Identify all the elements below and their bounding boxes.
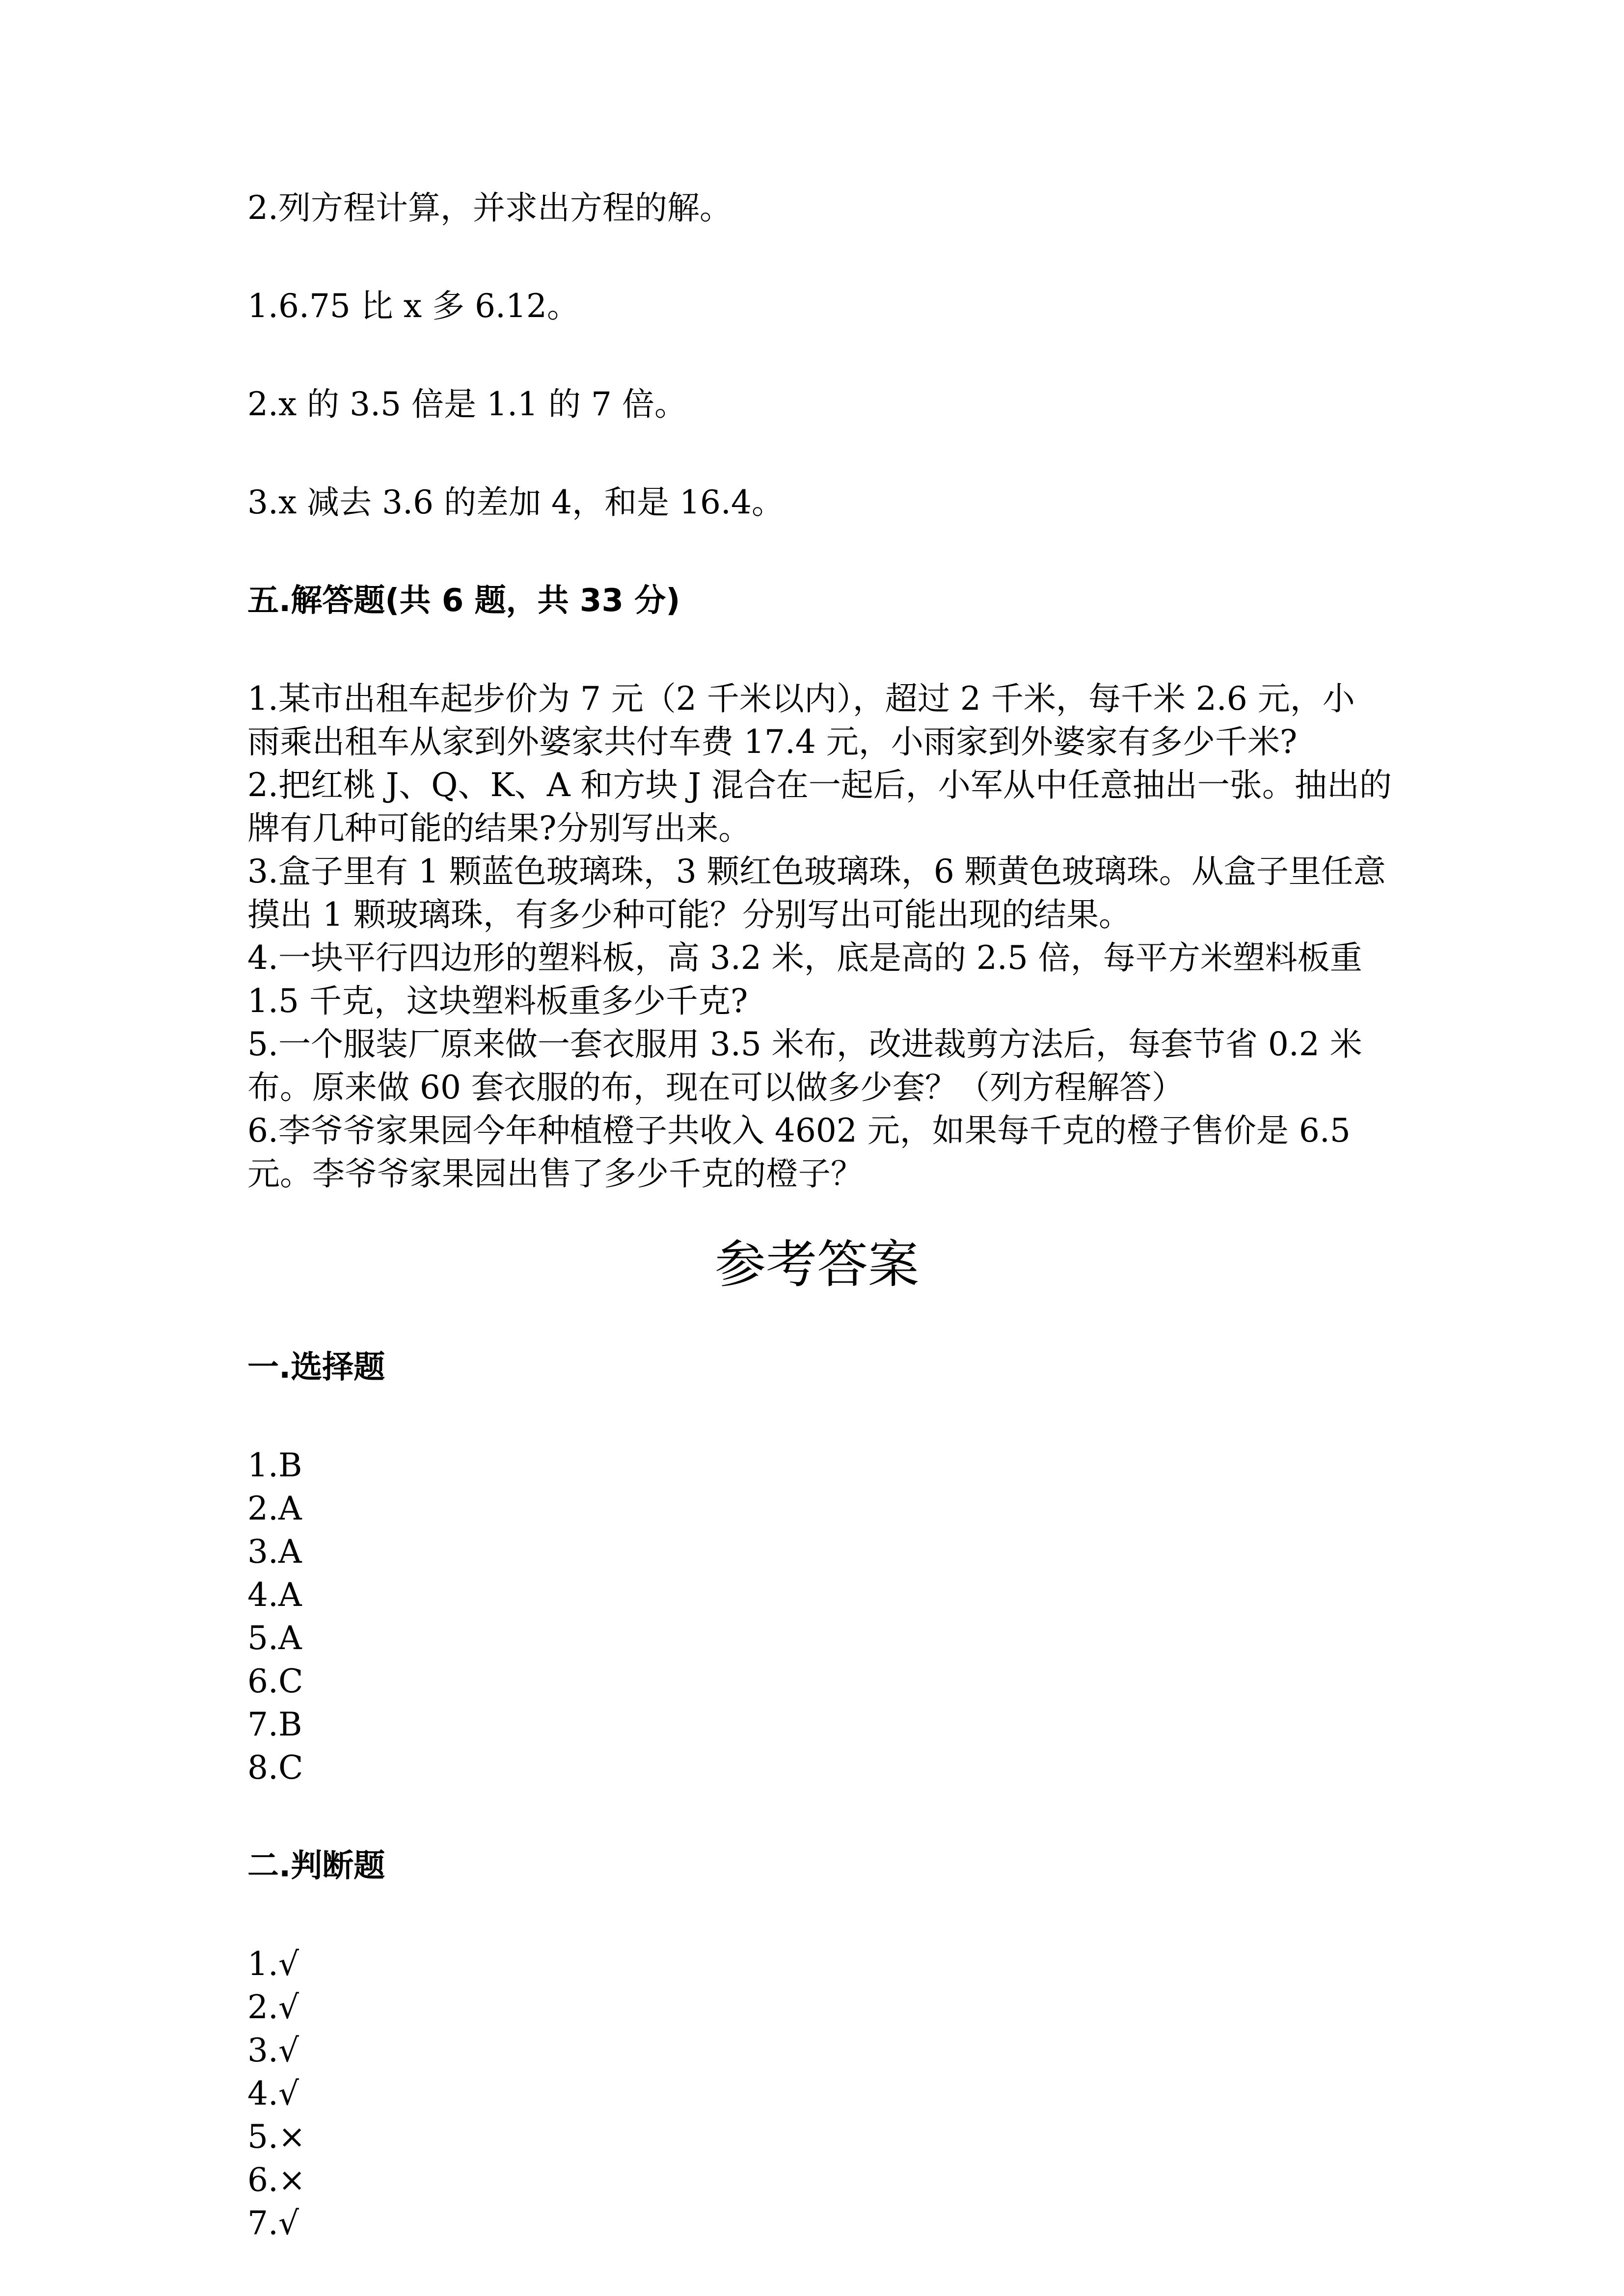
answer-questions-list xyxy=(247,677,1392,1196)
question-line: 6.李爷爷家果园今年种植橙子共收入 4602 元，如果每千克的橙子售价是 6.5 xyxy=(247,1112,1351,1149)
true-false-answers xyxy=(247,1943,1386,2245)
answer-item: 4.A xyxy=(247,1576,302,1614)
question-line: 3.盒子里有 1 颗蓝色玻璃珠，3 颗红色玻璃珠，6 颗黄色玻璃珠。从盒子里任意 xyxy=(247,853,1386,890)
question-line: 1.5 千克，这块塑料板重多少千克? xyxy=(247,982,748,1020)
equation-item-1: 1.6.75 比 x 多 6.12。 xyxy=(247,287,580,325)
question-line: 2.把红桃 J、Q、K、A 和方块 J 混合在一起后，小军从中任意抽出一张。抽出的 xyxy=(247,766,1392,804)
answer-item: 6.C xyxy=(247,1662,303,1700)
question-line: 牌有几种可能的结果?分别写出来。 xyxy=(247,809,751,847)
answer-item: 1.√ xyxy=(247,1945,299,1983)
question-line: 5.一个服装厂原来做一套衣服用 3.5 米布，改进裁剪方法后，每套节省 0.2 米 xyxy=(247,1025,1362,1063)
multiple-choice-answers xyxy=(247,1444,1386,1789)
answer-item: 6.× xyxy=(247,2161,306,2199)
equation-item-2: 2.x 的 3.5 倍是 1.1 的 7 倍。 xyxy=(247,385,687,423)
section-heading-true-false: 二.判断题 xyxy=(247,1848,385,1884)
question-line: 4.一块平行四边形的塑料板，高 3.2 米，底是高的 2.5 倍，每平方米塑料板重 xyxy=(247,939,1362,977)
question-line: 元。李爷爷家果园出售了多少千克的橙子？ xyxy=(247,1155,863,1193)
answer-item: 7.B xyxy=(247,1706,302,1743)
document-page xyxy=(247,187,1392,2245)
answer-item: 1.B xyxy=(247,1446,302,1484)
answer-item: 4.√ xyxy=(247,2075,299,2112)
answer-item: 5.A xyxy=(247,1619,302,1657)
section-heading-answer-questions: 五.解答题(共 6 题，共 33 分) xyxy=(247,583,680,619)
answer-item: 8.C xyxy=(247,1749,303,1787)
answer-item: 3.√ xyxy=(247,2031,299,2069)
question-line: 雨乘出租车从家到外婆家共付车费 17.4 元，小雨家到外婆家有多少千米? xyxy=(247,723,1298,761)
equation-question-title: 2.列方程计算，并求出方程的解。 xyxy=(247,189,732,227)
question-line: 摸出 1 颗玻璃珠，有多少种可能？分别写出可能出现的结果。 xyxy=(247,896,1131,934)
question-line: 布。原来做 60 套衣服的布，现在可以做多少套？（列方程解答） xyxy=(247,1068,1184,1106)
answer-item: 5.× xyxy=(247,2118,306,2156)
answer-item: 2.A xyxy=(247,1490,302,1527)
answer-item: 7.√ xyxy=(247,2204,299,2242)
question-line: 1.某市出租车起步价为 7 元（2 千米以内），超过 2 千米，每千米 2.6 元，小 xyxy=(247,680,1355,718)
answer-item: 3.A xyxy=(247,1533,302,1571)
section-heading-multiple-choice: 一.选择题 xyxy=(247,1349,385,1386)
answer-key-title: 参考答案 xyxy=(714,1234,919,1294)
answer-item: 2.√ xyxy=(247,1988,299,2026)
equation-item-3: 3.x 减去 3.6 的差加 4，和是 16.4。 xyxy=(247,483,784,521)
